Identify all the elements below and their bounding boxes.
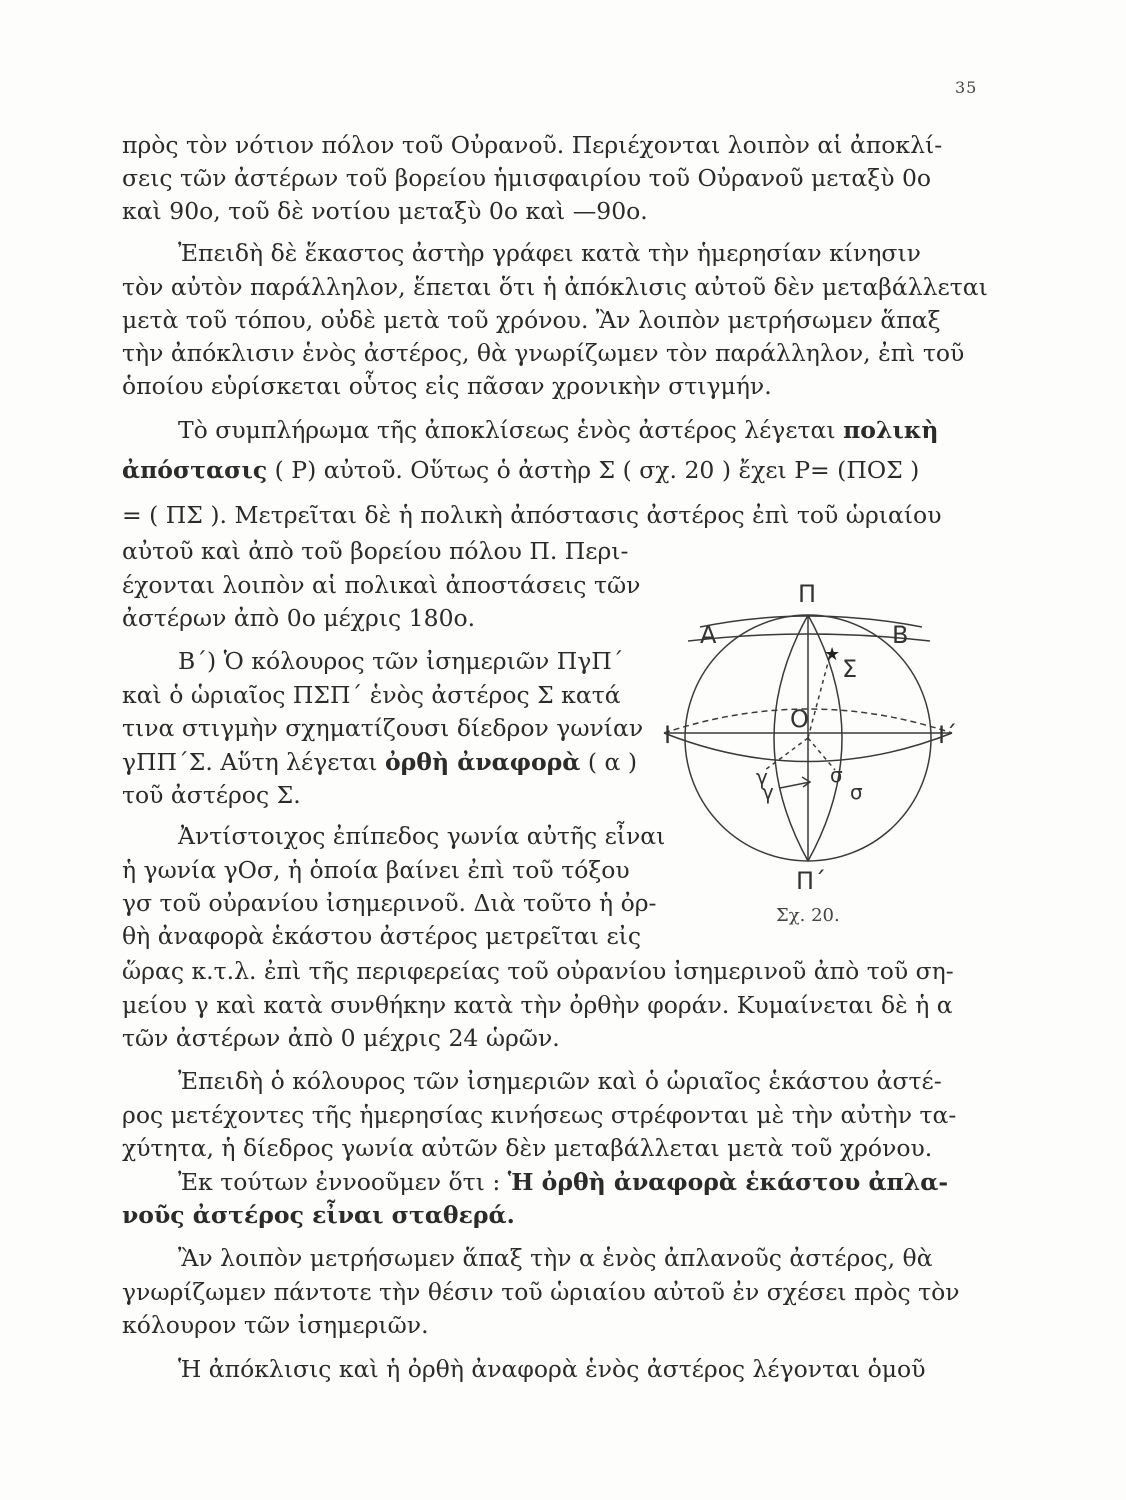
text-line: Ἂν λοιπὸν μετρήσωμεν ἅπαξ τὴν α ἑνὸς ἀπλανοῦς ἀστέρος, θὰ <box>178 1244 933 1272</box>
text-line: σεις τῶν ἀστέρων τοῦ βορείου ἡμισφαιρίου τοῦ Οὐρανοῦ μεταξὺ 0ο <box>122 164 932 192</box>
text-line: τὴν ἀπόκλισιν ἑνὸς ἀστέρος, θὰ γνωρίζωμεν τὸν παράλληλον, ἐπὶ τοῦ <box>122 339 965 367</box>
text-line: έχονται λοιπὸν αἱ πολικαὶ ἀποστάσεις τῶν <box>122 571 641 599</box>
label-I-prime: Ι΄ <box>938 721 958 749</box>
bold-term: νοῦς ἀστέρος εἶναι σταθερά. <box>122 1201 515 1229</box>
label-sigma: σ <box>830 763 843 787</box>
label-I: Ι <box>664 721 672 749</box>
label-north-pole: Π <box>798 580 817 608</box>
meridian-left <box>774 615 808 861</box>
direction-arrow-head <box>802 777 810 787</box>
text-line: ἀστέρων ἀπὸ 0ο μέχρις 180ο. <box>122 604 476 632</box>
bold-term: πολικὴ <box>843 416 939 444</box>
text-line: μείου γ καὶ κατὰ συνθήκην κατὰ τὴν ὀρθὴν φοράν. Κυμαίνεται δὲ ἡ α <box>122 991 953 1019</box>
text-line: τῶν ἀστέρων ἀπὸ 0 μέχρις 24 ὡρῶν. <box>122 1024 560 1052</box>
text-line: = ( ΠΣ ). Μετρεῖται δὲ ἡ πολικὴ ἀπόστασις ἀστέρος ἐπὶ τοῦ ὡριαίου <box>122 501 942 529</box>
text-line: ὥρας κ.τ.λ. ἐπὶ τῆς περιφερείας τοῦ οὐρανίου ἰσημερινοῦ ἀπὸ τοῦ ση- <box>122 957 954 985</box>
text-line: πρὸς τὸν νότιον πόλον τοῦ Οὐρανοῦ. Περιέχονται λοιπὸν αἱ ἀποκλί- <box>122 131 943 159</box>
text-line: κόλουρον τῶν ἰσημεριῶν. <box>122 1311 429 1339</box>
figure-caption: Σχ. 20. <box>776 905 840 926</box>
label-B: Β <box>892 621 909 649</box>
text-line: γσ τοῦ οὐρανίου ἰσημερινοῦ. Διὰ τοῦτο ἡ ὀρ- <box>122 889 657 917</box>
text-line: χύτητα, ἡ δίεδρος γωνία αὐτῶν δὲν μεταβάλλεται μετὰ τοῦ χρόνου. <box>122 1134 933 1162</box>
text-line: Τὸ συμπλήρωμα τῆς ἀποκλίσεως ἑνὸς ἀστέρος λέγεται πολικὴ <box>178 416 939 444</box>
text-line: ρος μετέχοντες τῆς ἡμερησίας κινήσεως στρέφονται μὲ τὴν αὐτὴν τα- <box>122 1101 957 1129</box>
text-line: γνωρίζωμεν πάντοτε τὴν θέσιν τοῦ ὡριαίου αὐτοῦ ἐν σχέσει πρὸς τὸν <box>122 1278 960 1306</box>
center-to-gamma <box>765 738 808 770</box>
text-line: ἀπόστασις ( Ρ) αὐτοῦ. Οὕτως ὁ ἀστὴρ Σ ( σχ. 20 ) ἔχει Ρ= (ΠΟΣ ) <box>122 456 920 484</box>
page-number: 35 <box>955 78 978 97</box>
label-gamma: γ <box>756 765 768 789</box>
text-line: καὶ 90ο, τοῦ δὲ νοτίου μεταξὺ 0ο καὶ —90ο. <box>122 197 648 225</box>
label-A: Α <box>700 621 717 649</box>
text-line: Ἐπειδὴ δὲ ἕκαστος ἀστὴρ γράφει κατὰ τὴν ἡμερησίαν κίνησιν <box>178 239 921 267</box>
text-line: ἡ γωνία γΟσ, ἡ ὁποία βαίνει ἐπὶ τοῦ τόξου <box>122 856 630 884</box>
bold-term: ὀρθὴ ἀναφορὰ <box>385 748 581 776</box>
text-line: μετὰ τοῦ τόπου, οὐδὲ μετὰ τοῦ χρόνου. Ἂν λοιπὸν μετρήσωμεν ἅπαξ <box>122 306 941 334</box>
star-marker: ★ <box>824 644 841 665</box>
label-star: Σ <box>842 655 858 683</box>
text-line: ὁποίου εὑρίσκεται οὗτος εἰς πᾶσαν χρονικὴν στιγμήν. <box>122 372 772 400</box>
label-sigma-lower: σ <box>850 780 863 804</box>
text-line <box>122 1200 515 1230</box>
text-line: τὸν αὐτὸν παράλληλον, ἕπεται ὅτι ἡ ἀπόκλισις αὐτοῦ δὲν μεταβάλλεται <box>122 273 988 301</box>
label-center: Ο <box>790 705 809 733</box>
text-line: Ἐπειδὴ ὁ κόλουρος τῶν ἰσημεριῶν καὶ ὁ ὡριαῖος ἑκάστου ἀστέ- <box>178 1067 942 1095</box>
text-line: τοῦ ἀστέρος Σ. <box>122 781 301 809</box>
bold-term: ἀπόστασις <box>122 456 268 484</box>
celestial-sphere-figure <box>660 575 960 935</box>
text-line: Β΄) Ὁ κόλουρος τῶν ἰσημεριῶν ΠγΠ΄ <box>178 647 624 675</box>
text-line: θὴ ἀναφορὰ ἑκάστου ἀστέρος μετρεῖται εἰς <box>122 922 642 950</box>
label-gamma-lower: γ <box>762 780 774 804</box>
text-line: αὐτοῦ καὶ ἀπὸ τοῦ βορείου πόλου Π. Περι- <box>122 537 629 565</box>
text-line: Ἐκ τούτων ἐννοοῦμεν ὅτι : Ἡ ὀρθὴ ἀναφορὰ ἑκάστου ἀπλα- <box>178 1168 949 1196</box>
text-line: καὶ ὁ ὡριαῖος ΠΣΠ΄ ἑνὸς ἀστέρος Σ κατά <box>122 681 621 709</box>
center-to-star <box>808 655 830 738</box>
text-line: τινα στιγμὴν σχηματίζουσι δίεδρον γωνίαν <box>122 714 644 742</box>
text-line: Ἀντίστοιχος ἐπίπεδος γωνία αὐτῆς εἶναι <box>178 822 666 850</box>
label-south-pole: Π΄ <box>796 867 827 895</box>
text-line: Ἡ ἀπόκλισις καὶ ἡ ὀρθὴ ἀναφορὰ ἑνὸς ἀστέρος λέγονται ὁμοῦ <box>178 1355 926 1383</box>
bold-term: Ἡ ὀρθὴ ἀναφορὰ ἑκάστου ἀπλα- <box>507 1168 949 1196</box>
text-line: γΠΠ΄Σ. Αὕτη λέγεται ὀρθὴ ἀναφορὰ ( α ) <box>122 748 637 776</box>
